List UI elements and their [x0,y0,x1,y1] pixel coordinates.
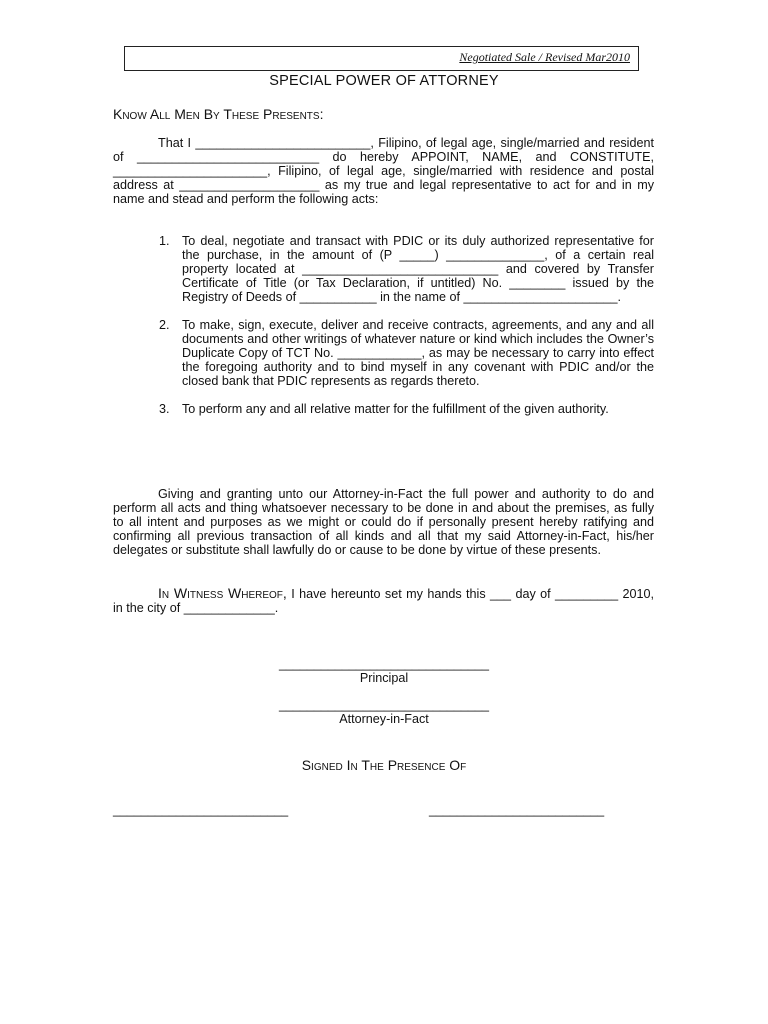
attorney-signature-block [0,698,768,726]
witness-lead: In Witness Whereof, [158,585,287,601]
list-item-text: To deal, negotiate and transact with PDIC or its duly authorized representative for the purchase, in the amount of (P _____) ______________, of a certain real property located at ____________________________ and covered by Transfer Certificate of Title (or Tax Declaration, if untitled) No. ________ issued by the Registry of Deeds of ___________ in the name of ______________________. [182,234,654,304]
list-item [113,234,654,304]
list-item-number: 3. [159,402,170,416]
list-item-text: To make, sign, execute, deliver and receive contracts, agreements, and any and all documents and other writings of whatever nature or kind which includes the Owner’s Duplicate Copy of TCT No. ____________, as may be necessary to carry into effect the foregoing authority and to bind myself in any covenant with PDIC and/or the closed bank that PDIC represents as regards thereto. [182,318,654,388]
witnesses-heading: Signed In The Presence Of [301,757,467,773]
list-item-number: 1. [159,234,170,248]
list-item [113,318,654,388]
granting-paragraph: Giving and granting unto our Attorney-in-Fact the full power and authority to do and perform all acts and thing whatsoever necessary to be done in and about the premises, as fully to all intent and purposes as we might or could do if personally present hereby ratifying and confirming all previous transaction of all kinds and all that my said Attorney-in-Fact, his/her delegates or substitute shall lawfully do or cause to be done by virtue of these presents. [113,487,654,557]
form-revision-tag: Negotiated Sale / Revised Mar2010 [459,50,630,64]
witness-signature-line-2: _________________________ [429,803,605,817]
witness-signature-line-1: _________________________ [113,803,289,817]
witness-text: I have hereunto set my hands this ___ day of _________ 2010, in the city of _____________. [113,587,655,615]
intro-paragraph: That I _________________________, Filipino, of legal age, single/married and resident of __________________________ do hereby APPOINT, NAME, and CONSTITUTE, ______________________, Filipino, of legal age, single/married with residence and postal address at ____________________ as my true and legal representative to act for and in my name and stead and perform the following acts: [113,136,654,206]
principal-label: Principal [359,671,409,685]
list-item [113,402,654,416]
attorney-label: Attorney-in-Fact [339,712,429,726]
list-item-number: 2. [159,318,170,332]
document-title: SPECIAL POWER OF ATTORNEY [269,73,499,89]
witness-paragraph [113,586,654,615]
acts-list [113,234,654,430]
salutation: Know All Men By These Presents: [113,106,324,122]
signature-line: ______________________________ [278,698,490,712]
list-item-text: To perform any and all relative matter for the fulfillment of the given authority. [182,402,609,416]
principal-signature-block [0,657,768,685]
signature-line: ______________________________ [278,657,490,671]
header-box [124,46,639,71]
